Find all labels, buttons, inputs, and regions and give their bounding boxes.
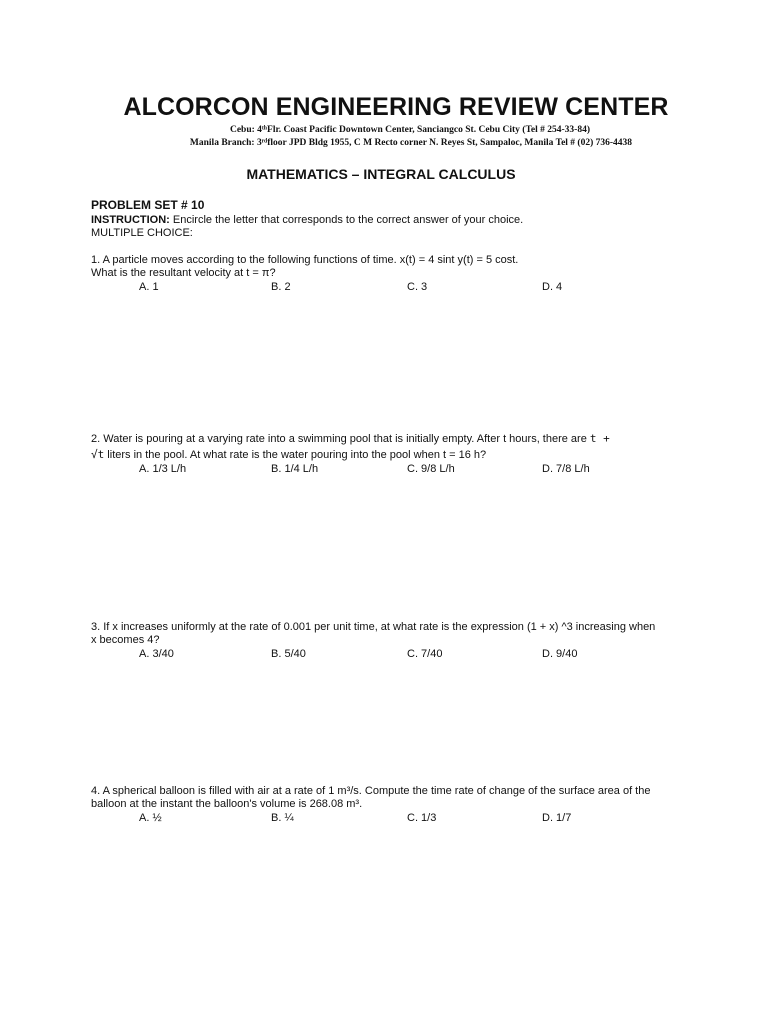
choice-a[interactable]: A. 1/3 L/h [139,463,187,475]
choice-b[interactable]: B. 5/40 [271,648,306,660]
choice-b[interactable]: B. 2 [271,281,291,293]
problem-2-choices [0,463,768,477]
problem-1-line-2: What is the resultant velocity at t = π? [91,267,276,279]
instruction-line [91,214,523,227]
problem-3-line-2: x becomes 4? [91,634,160,646]
choice-a[interactable]: A. 3/40 [139,648,174,660]
instruction-label: INSTRUCTION: [91,214,170,226]
problem-1-line-1: 1. A particle moves according to the following functions of time. x(t) = 4 sint y(t) = 5 cost. [91,254,519,266]
problem-3-line-1: 3. If x increases uniformly at the rate of 0.001 per unit time, at what rate is the expression (1 + x) ^3 increasing when [91,621,656,633]
problem-4-line-1: 4. A spherical balloon is filled with air at a rate of 1 m³/s. Compute the time rate of change of the surface area of the [91,785,651,797]
choice-a[interactable]: A. 1 [139,281,159,293]
choice-c[interactable]: C. 3 [407,281,428,293]
problem-2-line-2 [91,448,486,462]
choice-c[interactable]: C. 1/3 [407,812,437,824]
manila-address: Manila Branch: 3ʳᵈfloor JPD Bldg 1955, C M Recto corner N. Reyes St, Sampaloc, Manila Tel # (02) 736-4438 [189,138,633,148]
problem-2-expression-t: t + [589,432,610,445]
choice-b[interactable]: B. 1/4 L/h [271,463,319,475]
problem-set-heading: PROBLEM SET # 10 [91,198,205,212]
cebu-address: Cebu: 4ᵗʰFlr. Coast Pacific Downtown Center, Sanciangco St. Cebu City (Tel # 254-33-84) [229,125,591,135]
problem-4-line-2: balloon at the instant the balloon's volume is 268.08 m³. [91,798,363,810]
choice-c[interactable]: C. 7/40 [407,648,443,660]
choice-b[interactable]: B. ¼ [271,812,294,824]
center-title: ALCORCON ENGINEERING REVIEW CENTER [123,93,669,121]
problem-2-line-1-text: 2. Water is pouring at a varying rate into a swimming pool that is initially empty. After t hours, there are [91,433,590,445]
choice-a[interactable]: A. ½ [139,812,162,824]
problem-1-choices [0,281,768,295]
problem-2-expression-sqrt: √t [91,448,105,461]
choice-d[interactable]: D. 1/7 [542,812,572,824]
choice-d[interactable]: D. 7/8 L/h [542,463,590,475]
problem-2-line-1 [91,432,610,446]
multiple-choice-label: MULTIPLE CHOICE: [91,227,193,239]
choice-d[interactable]: D. 4 [542,281,563,293]
instruction-text: Encircle the letter that corresponds to the correct answer of your choice. [169,214,524,226]
choice-c[interactable]: C. 9/8 L/h [407,463,455,475]
subject-heading: MATHEMATICS – INTEGRAL CALCULUS [246,166,516,182]
problem-4-choices [0,812,768,826]
problem-3-choices [0,648,768,662]
choice-d[interactable]: D. 9/40 [542,648,578,660]
problem-2-line-2-text: liters in the pool. At what rate is the water pouring into the pool when t = 16 h? [104,449,487,461]
